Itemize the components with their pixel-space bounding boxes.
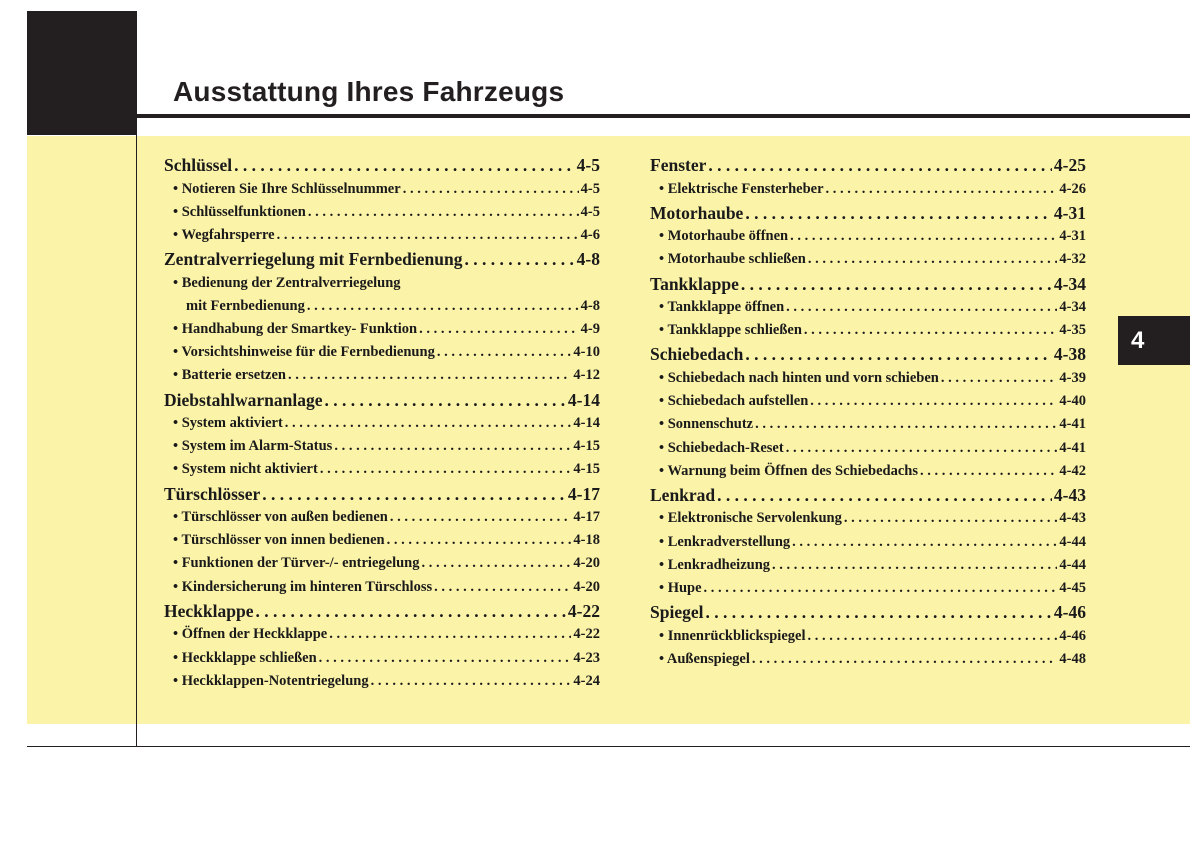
toc-entry-title: • Heckklappen-Notentriegelung	[173, 672, 369, 689]
toc-entry-title: • Batterie ersetzen	[173, 367, 286, 384]
dot-leader	[770, 554, 1057, 577]
toc-entry-title: • Elektrische Fensterheber	[659, 180, 824, 197]
toc-subentry[interactable]	[164, 552, 600, 575]
toc-page-number: 4-22	[567, 600, 600, 621]
dot-leader	[369, 670, 572, 693]
toc-page-number: 4-20	[573, 555, 600, 572]
margin-line-panel	[136, 136, 137, 724]
toc-page-number: 4-41	[1059, 416, 1086, 433]
toc-page-number: 4-24	[573, 672, 600, 689]
dot-leader	[401, 178, 579, 201]
toc-subentry[interactable]	[650, 225, 1086, 248]
toc-section-entry[interactable]	[650, 272, 1086, 297]
toc-page-number: 4-5	[580, 203, 600, 220]
toc-subentry[interactable]	[164, 458, 600, 481]
toc-page-number: 4-44	[1059, 533, 1086, 550]
toc-section-entry[interactable]	[164, 388, 600, 413]
toc-entry-title: • Schlüsselfunktionen	[173, 203, 306, 220]
toc-entry-title: • Vorsichtshinweise für die Fernbedienung	[173, 344, 435, 361]
toc-entry-title: • Türschlösser von innen bedienen	[173, 532, 385, 549]
dot-leader	[790, 531, 1057, 554]
toc-entry-title: • Warnung beim Öffnen des Schiebedachs	[659, 462, 919, 479]
toc-subentry[interactable]	[650, 178, 1086, 201]
toc-subentry[interactable]	[650, 577, 1086, 600]
toc-subentry[interactable]	[164, 529, 600, 552]
toc-subentry[interactable]	[164, 295, 600, 318]
toc-page-number: 4-15	[573, 461, 600, 478]
toc-entry-title: • Kindersicherung im hinteren Türschloss	[173, 578, 433, 595]
toc-entry-title: • Bedienung der Zentralverriegelung	[173, 274, 401, 291]
toc-subentry[interactable]	[650, 413, 1086, 436]
dot-leader	[327, 623, 571, 646]
toc-subentry[interactable]	[650, 460, 1086, 483]
toc-page-number: 4-26	[1059, 180, 1086, 197]
toc-page-number: 4-41	[1059, 439, 1086, 456]
dot-leader	[305, 295, 579, 318]
toc-entry-title: • System nicht aktiviert	[173, 461, 318, 478]
toc-subentry[interactable]	[650, 437, 1086, 460]
page-title: Ausstattung Ihres Fahrzeugs	[173, 76, 565, 107]
dot-leader	[388, 506, 572, 529]
toc-entry-title: • Türschlösser von außen bedienen	[173, 509, 388, 526]
toc-page-number: 4-34	[1059, 299, 1086, 316]
dot-leader	[939, 367, 1058, 390]
toc-entry-title: • Hupe	[659, 579, 702, 596]
toc-page-number: 4-17	[567, 483, 600, 504]
toc-entry-title: • Schiebedach-Reset	[659, 439, 784, 456]
toc-page-number: 4-46	[1053, 602, 1086, 623]
toc-page-number: 4-20	[573, 578, 600, 595]
toc-section-entry[interactable]	[650, 153, 1086, 178]
toc-page-number: 4-46	[1059, 627, 1086, 644]
toc-subentry[interactable]	[650, 296, 1086, 319]
toc-page-number: 4-22	[573, 626, 600, 643]
dot-leader	[419, 552, 571, 575]
toc-page-number: 4-34	[1053, 273, 1086, 294]
toc-entry-title: Lenkrad	[650, 484, 716, 505]
dot-leader	[432, 576, 571, 599]
toc-page-number: 4-32	[1059, 251, 1086, 268]
toc-entry-title: mit Fernbedienung	[186, 297, 305, 314]
toc-page-number: 4-42	[1059, 462, 1086, 479]
dot-leader	[743, 201, 1052, 226]
toc-subentry[interactable]	[164, 506, 600, 529]
toc-entry-title: • Schiebedach aufstellen	[659, 393, 809, 410]
dot-leader	[715, 483, 1052, 508]
dot-leader	[788, 225, 1057, 248]
toc-subentry[interactable]	[164, 178, 600, 201]
toc-entry-title: • Motorhaube schließen	[659, 251, 806, 268]
toc-subentry[interactable]	[650, 554, 1086, 577]
toc-page-number: 4-23	[573, 649, 600, 666]
toc-page-number: 4-35	[1059, 322, 1086, 339]
dot-leader	[385, 529, 572, 552]
dot-leader	[232, 153, 575, 178]
toc-section-entry[interactable]	[650, 483, 1086, 508]
chapter-tab[interactable]: 4	[1118, 316, 1190, 365]
toc-page-number: 4-48	[1059, 650, 1086, 667]
toc-page-number: 4-31	[1053, 202, 1086, 223]
toc-entry-title: • Handhabung der Smartkey- Funktion	[173, 320, 418, 337]
toc-page-number: 4-43	[1059, 510, 1086, 527]
toc-subentry[interactable]	[650, 648, 1086, 671]
dot-leader	[702, 577, 1058, 600]
toc-entry-title: • Öffnen der Heckklappe	[173, 626, 328, 643]
dot-leader	[784, 437, 1058, 460]
toc-entry-title: Heckklappe	[164, 600, 254, 621]
toc-subentry[interactable]	[650, 390, 1086, 413]
toc-page-number: 4-17	[573, 509, 600, 526]
toc-subentry[interactable]	[650, 507, 1086, 530]
toc-subentry[interactable]	[164, 435, 600, 458]
toc-subentry[interactable]	[164, 647, 600, 670]
dot-leader	[784, 296, 1057, 319]
dot-leader	[435, 341, 572, 364]
dot-leader	[806, 248, 1058, 271]
dot-leader	[739, 272, 1052, 297]
toc-page-number: 4-45	[1059, 579, 1086, 596]
toc-left-column	[164, 153, 600, 693]
dot-leader	[260, 482, 566, 507]
toc-subentry[interactable]	[164, 623, 600, 646]
toc-page-number: 4-14	[573, 415, 600, 431]
dot-leader	[706, 153, 1052, 178]
toc-right-column	[650, 153, 1086, 671]
dot-leader	[318, 458, 572, 481]
toc-entry-title: • Außenspiegel	[659, 650, 750, 667]
toc-entry-title: • System im Alarm-Status	[173, 438, 333, 455]
toc-page-number: 4-5	[580, 180, 600, 197]
dot-leader	[842, 507, 1058, 530]
toc-entry-title: • Tankklappe schließen	[659, 322, 802, 339]
toc-page-number: 4-5	[576, 155, 600, 175]
dot-leader	[253, 599, 565, 624]
toc-subentry[interactable]	[164, 670, 600, 693]
toc-entry-title: Motorhaube	[650, 202, 744, 223]
toc-page-number: 4-38	[1053, 344, 1086, 365]
toc-page-number: 4-18	[573, 532, 600, 549]
dot-leader	[332, 435, 571, 458]
toc-page-number: 4-8	[580, 297, 600, 314]
toc-section-entry[interactable]	[650, 342, 1086, 367]
toc-subentry[interactable]	[650, 319, 1086, 342]
toc-page-number: 4-44	[1059, 556, 1086, 573]
toc-page-number: 4-39	[1059, 369, 1086, 386]
toc-page-number: 4-43	[1053, 484, 1086, 505]
toc-entry-title: Diebstahlwarnanlage	[164, 389, 323, 410]
toc-section-entry[interactable]	[650, 600, 1086, 625]
toc-entry-title: • Elektronische Servolenkung	[659, 510, 842, 527]
toc-page-number: 4-25	[1053, 155, 1086, 175]
toc-subentry[interactable]	[164, 201, 600, 224]
toc-section-entry[interactable]	[164, 247, 600, 272]
toc-entry-title: • Funktionen der Türver-/- entriegelung	[173, 555, 420, 572]
dot-leader	[808, 390, 1057, 413]
dot-leader	[317, 647, 572, 670]
toc-entry-title: Spiegel	[650, 602, 704, 623]
toc-entry-title: Schiebedach	[650, 344, 744, 365]
dot-leader	[462, 247, 574, 272]
toc-subentry[interactable]	[650, 625, 1086, 648]
toc-subentry[interactable]	[164, 272, 600, 295]
toc-page-number: 4-31	[1059, 228, 1086, 245]
toc-subentry[interactable]	[650, 367, 1086, 390]
toc-entry-title: Zentralverriegelung mit Fernbedienung	[164, 249, 463, 270]
toc-entry-title: Tankklappe	[650, 273, 739, 294]
dot-leader	[417, 318, 579, 341]
toc-section-entry[interactable]	[164, 599, 600, 624]
toc-entry-title: • Lenkradverstellung	[659, 533, 791, 550]
toc-page-number: 4-40	[1059, 393, 1086, 410]
toc-entry-title: • Wegfahrsperre	[173, 226, 275, 243]
dot-leader	[286, 364, 571, 387]
dot-leader	[824, 178, 1058, 201]
dot-leader	[283, 412, 572, 435]
toc-page-number: 4-6	[580, 226, 600, 243]
toc-entry-title: • Tankklappe öffnen	[659, 299, 785, 316]
dot-leader	[275, 224, 579, 247]
dot-leader	[802, 319, 1058, 342]
dot-leader	[703, 600, 1051, 625]
toc-page-number: 4-8	[576, 249, 600, 270]
toc-entry-title: • Motorhaube öffnen	[659, 228, 789, 245]
toc-section-entry[interactable]	[650, 201, 1086, 226]
dot-leader	[750, 648, 1058, 671]
chapter-corner-block	[27, 11, 137, 135]
toc-subentry[interactable]	[164, 341, 600, 364]
dot-leader	[322, 388, 565, 413]
toc-subentry[interactable]	[650, 531, 1086, 554]
toc-page-number: 4-12	[573, 367, 600, 384]
dot-leader	[805, 625, 1057, 648]
toc-entry-title: Fenster	[650, 155, 707, 175]
toc-entry-title: • Lenkradheizung	[659, 556, 771, 573]
toc-entry-title: • Heckklappe schließen	[173, 649, 317, 666]
toc-subentry[interactable]	[164, 224, 600, 247]
toc-entry-title: • Innenrückblickspiegel	[659, 627, 806, 644]
toc-entry-title: Schlüssel	[164, 155, 233, 175]
toc-section-entry[interactable]	[164, 153, 600, 178]
toc-subentry[interactable]	[650, 248, 1086, 271]
dot-leader	[918, 460, 1057, 483]
toc-section-entry[interactable]	[164, 482, 600, 507]
toc-entry-title: • Sonnenschutz	[659, 416, 754, 433]
dot-leader	[743, 342, 1052, 367]
toc-subentry[interactable]	[164, 412, 600, 435]
dot-leader	[753, 413, 1057, 436]
toc-subentry[interactable]	[164, 576, 600, 599]
toc-page-number: 4-14	[567, 389, 600, 410]
toc-subentry[interactable]	[164, 364, 600, 387]
toc-entry-title: Türschlösser	[164, 483, 261, 504]
toc-entry-title: • Schiebedach nach hinten und vorn schieben	[659, 369, 939, 386]
toc-subentry[interactable]	[164, 318, 600, 341]
dot-leader	[306, 201, 579, 224]
toc-page-number: 4-10	[573, 344, 600, 361]
bottom-rule	[27, 746, 1190, 747]
title-rule	[137, 114, 1190, 118]
toc-entry-title: • System aktiviert	[173, 415, 283, 431]
toc-entry-title: • Notieren Sie Ihre Schlüsselnummer	[173, 180, 401, 197]
toc-page-number: 4-15	[573, 438, 600, 455]
toc-page-number: 4-9	[580, 320, 600, 337]
